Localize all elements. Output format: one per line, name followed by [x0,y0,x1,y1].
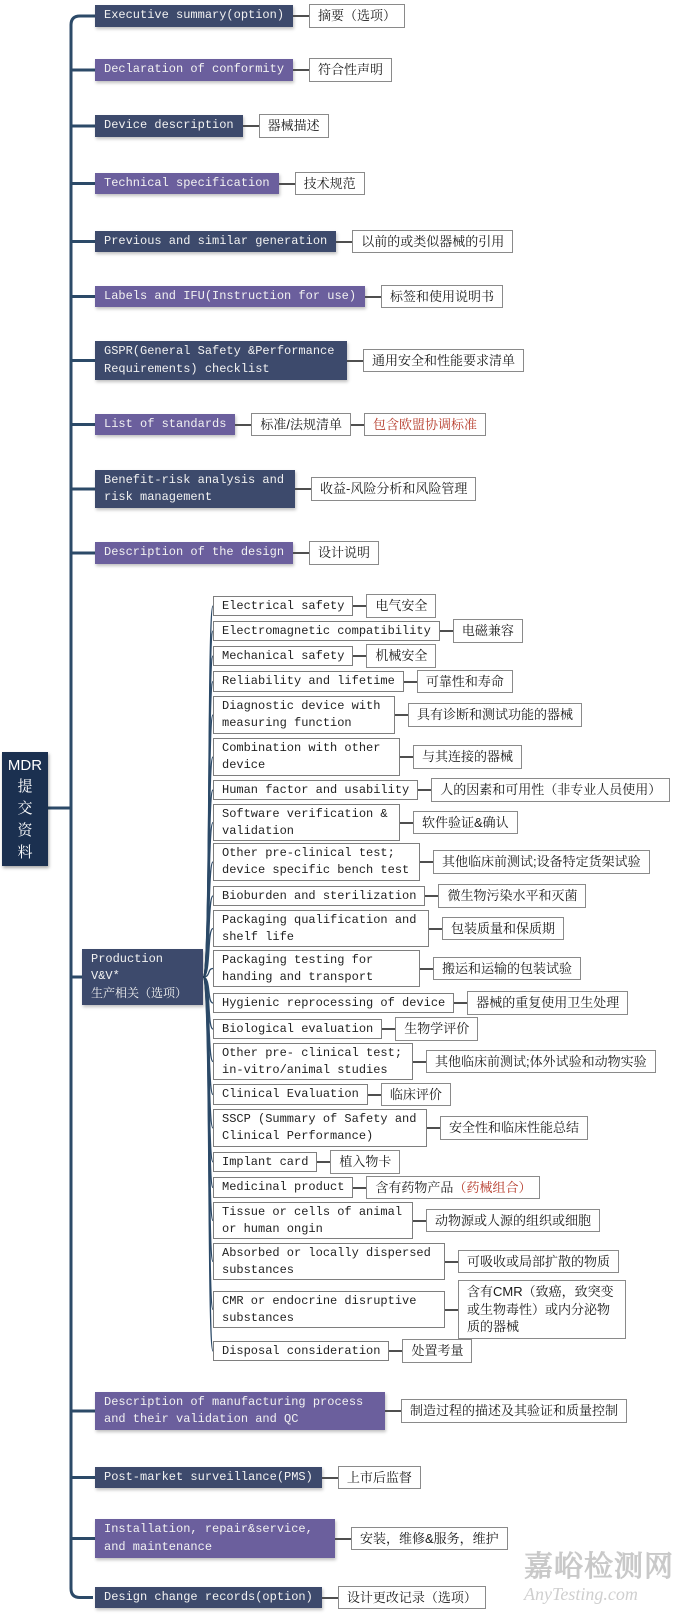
sub-node-title: CMR or endocrine disruptive substances [222,1293,417,1325]
sub-node [213,1291,445,1329]
translation-text: 植入物卡 [339,1154,392,1170]
branch-row [95,338,524,383]
translation-label [309,4,405,28]
translation-text: 以前的或类似器械的引用 [361,233,505,249]
connector-line [317,1161,330,1163]
sub-branch-row [213,780,670,800]
translation-label [442,917,564,941]
connector-path [203,757,213,977]
translation-text: 安装，维修&服务，维护 [360,1530,499,1546]
sub-node-title: Combination with other device [222,741,381,772]
branch-row [95,228,513,255]
translation-label [413,745,522,769]
sub-node-title: Mechanical safety [222,648,345,663]
connector-line [404,681,417,683]
branch-title-en: List of standards [104,416,227,431]
connector-line [293,69,309,71]
connector-line [418,789,431,791]
connector-path [203,969,213,978]
sub-branch-row [213,844,650,880]
sub-branch-row [213,951,581,986]
connector-path [203,977,213,1095]
watermark [524,1552,674,1605]
branch-row [95,1389,627,1433]
root-node [2,752,48,866]
connector-line [365,296,381,298]
translation-label [363,349,524,373]
sub-node-title: Medicinal product [222,1180,345,1195]
branch-node [95,470,295,508]
translation-label [458,1280,626,1339]
translation-text: 标准/法规清单 [260,416,343,432]
branch-row [95,1517,508,1560]
connector-line [353,605,366,607]
sub-branch-row [213,1044,656,1079]
connector-path [203,896,213,977]
sub-node-title: Disposal consideration [222,1343,381,1358]
connector-path [203,929,213,978]
sub-node [213,993,454,1014]
connector-path [203,977,213,1188]
sub-branch-row [213,911,564,946]
branch-node [82,949,203,1004]
branch-row [95,113,329,139]
sub-node-title: Clinical Evaluation [222,1087,359,1102]
translation-label [259,114,329,138]
connector-path [203,790,213,977]
connector-line [235,424,251,426]
connector-path [203,977,213,1351]
connector-line [322,1477,338,1479]
sub-node [213,843,420,881]
translation-text: 制造过程的描述及其验证和质量控制 [410,1403,619,1419]
translation-label [311,477,476,501]
root-title-zh [17,776,32,863]
translation-text: 可靠性和寿命 [425,673,504,689]
sub-node-title: Reliability and lifetime [222,674,395,689]
translation-label [431,778,670,802]
branch-node [95,542,293,563]
connector-line [427,1127,440,1129]
sub-node-title: Biological evaluation [222,1021,374,1036]
connector-line [445,1261,458,1263]
connector-line [400,822,413,824]
sub-node-title: Electrical safety [222,598,345,613]
connector-line [382,1028,395,1030]
branch-title-en: Post-market surveillance(PMS) [104,1469,313,1484]
translation-label [433,850,650,874]
connector-path [203,977,213,1062]
branch-title-en: GSPR(General Safety &Performance Requirements) checklist [104,344,335,376]
branch-row [95,1463,421,1492]
sub-branch-row [213,805,518,840]
connector-line [293,552,309,554]
note-label: 包含欧盟协调标准 [364,413,486,437]
connector-path [203,977,213,1029]
branch-title-en: Declaration of conformity [104,62,285,77]
sub-branch-row [213,1244,619,1279]
sub-node-title: Human factor and usability [222,782,410,797]
connector-line [368,1094,381,1096]
translation-text: 设计说明 [318,545,371,561]
branch-row [95,467,476,511]
sub-branch-row [213,697,582,733]
translation-label [366,594,436,618]
branch-title-en: Device description [104,118,234,133]
branch-node [95,59,293,80]
branch-title-en: Technical specification [104,175,270,190]
connector-line [454,1002,467,1004]
translation-label [453,619,523,643]
sub-node [213,738,400,776]
translation-label [438,884,586,908]
connector-path [203,631,213,977]
sub-node-title: Absorbed or locally dispersed substances [222,1245,431,1277]
sub-node [213,1019,382,1040]
branch-row [95,1583,486,1612]
translation-text: 具有诊断和测试功能的器械 [417,707,574,723]
branch-node [95,231,336,252]
watermark-site-url: AnyTesting.com [524,1583,638,1604]
sub-branch-row [213,993,628,1013]
translation-text-red: （药械组合） [453,1179,532,1195]
watermark-site-name: 嘉峪检测网 [524,1551,675,1583]
connector-line [400,756,413,758]
sub-branch-row [213,1152,400,1172]
connector-path [203,977,213,1310]
translation-label [458,1250,619,1274]
translation-text: 可吸收或局部扩散的物质 [467,1253,611,1269]
translation-text: 微生物污染水平和灭菌 [447,888,578,904]
translation-label [309,58,392,82]
branch-title-en: Description of manufacturing process and their validation and QC [104,1394,364,1426]
connector-line [279,183,295,185]
branch-row [95,57,392,83]
sub-node [213,804,400,842]
connector-line [243,125,259,127]
branch-node [95,5,293,26]
root-title-zh-char: 资 [17,821,33,839]
translation-label [309,541,379,565]
connector-path [203,977,213,1128]
connector-path [71,16,95,1598]
translation-text: 器械的重复使用卫生处理 [476,995,620,1011]
sub-node [213,1109,427,1147]
translation-text: 生物学评价 [404,1021,470,1037]
sub-branch-row [213,646,436,666]
branch-title-en: Installation, repair&service, and maintenance [104,1522,313,1554]
sub-node [213,1341,389,1362]
sub-node [213,646,353,667]
sub-node [213,950,420,988]
connector-line [413,1220,426,1222]
sub-branch-row [213,886,586,906]
connector-path [203,977,213,1162]
translation-text: 包装质量和保质期 [451,920,556,936]
translation-label [381,285,503,309]
sub-node-title: Bioburden and sterilization [222,888,417,903]
translation-text: 技术规范 [303,175,356,191]
translation-text: 符合性声明 [318,62,384,78]
translation-text: 机械安全 [375,648,428,664]
translation-text: 其他临床前测试;设备特定货架试验 [442,854,641,870]
translation-text: 其他临床前测试;体外试验和动物实验 [435,1053,647,1069]
translation-label [338,1586,486,1610]
root-title-zh-char: 料 [17,843,33,861]
translation-label [395,1017,478,1041]
translation-label [402,1339,472,1363]
translation-text: 通用安全和性能要求清单 [372,352,516,368]
translation-text: 电磁兼容 [461,623,514,639]
branch-title-en: Design change records(option) [104,1589,313,1604]
branch-title-zh-inline: 生产相关（选项） [91,986,188,1001]
translation-label [251,413,351,437]
sub-branch-row [213,1341,472,1361]
translation-text: 动物源或人源的组织或细胞 [435,1212,592,1228]
branch-row [95,3,405,29]
sub-branch-row [213,1203,600,1238]
translation-label [413,811,518,835]
sub-node-title: Diagnostic device with measuring function [222,699,381,730]
branch-row [95,283,503,310]
translation-label [417,670,513,694]
sub-node [213,1177,353,1198]
translation-label [330,1150,400,1174]
translation-text: 临床评价 [389,1086,442,1102]
sub-node-title: Packaging testing for handing and transport [222,952,374,984]
sub-node [213,596,353,617]
connector-line [293,15,309,17]
connector-path [203,977,213,1221]
branch-row [95,540,379,566]
sub-node-title: SSCP (Summary of Safety and Clinical Performance) [222,1112,417,1143]
connector-line [385,1410,401,1412]
branch-title-en: Production V&V* [91,952,164,984]
sub-branch-row [213,739,522,775]
sub-node-title: Implant card [222,1154,309,1169]
connector-line [295,488,311,490]
connector-path [203,682,213,978]
sub-node-title: Electromagnetic compatibility [222,623,431,638]
translation-text: 安全性和临床性能总结 [449,1120,580,1136]
sub-node-title: Tissue or cells of animal or human ongin [222,1204,403,1236]
sub-node [213,1152,317,1173]
connector-path [203,862,213,977]
translation-text: 摘要（选项） [318,8,397,24]
translation-text: 收益-风险分析和风险管理 [320,481,468,497]
translation-text: 器械描述 [267,118,320,134]
translation-label [352,230,513,254]
connector-path [203,977,213,1262]
translation-text: 处置考量 [411,1343,464,1359]
connector-line [336,241,352,243]
connector-line [440,630,453,632]
translation-label [401,1399,627,1423]
translation-label [426,1050,656,1074]
branch-title-en: Executive summary(option) [104,8,285,23]
root-title-zh-char: 交 [17,800,33,818]
connector-line [353,655,366,657]
translation-text: 搬运和运输的包装试验 [442,960,573,976]
connector-line [322,1597,338,1599]
translation-label [295,172,365,196]
sub-branch-row [213,1084,451,1105]
sub-node-title: Software verification & validation [222,806,388,838]
translation-text: 电气安全 [375,598,428,614]
sub-node [213,621,440,642]
connector-path [203,823,213,978]
sub-node [213,696,395,734]
connector-line [335,1538,351,1540]
translation-text: 设计更改记录（选项） [346,1589,477,1605]
translation-text: 与其连接的器械 [422,749,514,765]
sub-branch-row [213,1019,478,1039]
sub-node [213,1243,445,1281]
sub-node-title: Hygienic reprocessing of device [222,995,446,1010]
sub-node [213,671,404,692]
connector-path [203,715,213,977]
translation-label [366,1176,540,1200]
sub-node-title: Packaging qualification and shelf life [222,912,417,944]
translation-label [366,644,436,668]
translation-label [440,1116,588,1140]
translation-label [426,1209,600,1233]
sub-node-title: Other pre-clinical test; device specific bench test [222,846,410,877]
connector-line [425,895,438,897]
branch-node [95,341,347,379]
translation-label [381,1083,451,1107]
translation-label [467,991,628,1015]
branch-row [95,170,365,197]
branch-node [95,414,235,435]
root-title-zh-char: 提 [17,778,33,796]
translation-text: 软件验证&确认 [422,814,509,830]
root-title-en: MDR [7,756,43,774]
branch-node [95,1587,322,1608]
connector-line [445,1309,458,1311]
translation-text: 上市后监督 [346,1469,412,1485]
branch-node [95,1467,322,1488]
sub-node [213,886,425,907]
sub-node [213,910,429,948]
branch-row [82,952,203,1001]
connector-line [429,928,442,930]
sub-branch-row [213,1110,588,1146]
connector-line [353,1187,366,1189]
branch-node [95,286,365,307]
branch-title-en: Labels and IFU(Instruction for use) [104,288,357,303]
sub-branch-row [213,1177,540,1198]
sub-branch-row [213,596,436,616]
translation-text: 含有CMR（致癌，致突变或生物毒性）或内分泌物质的器械 [467,1284,614,1335]
connector-path [203,606,213,977]
branch-row [95,411,486,438]
connector-line [420,861,433,863]
sub-node [213,1043,413,1081]
sub-node-title: Other pre- clinical test; in-vitro/animal studies [222,1045,403,1077]
translation-label [433,957,581,981]
sub-branch-row [213,1284,626,1335]
connector-line [351,424,364,426]
branch-node [95,1519,335,1557]
connector-line [420,968,433,970]
sub-node [213,1202,413,1240]
branch-title-en: Previous and similar generation [104,233,328,248]
sub-branch-row [213,621,523,641]
translation-label [408,703,582,727]
connector-line [389,1350,402,1352]
sub-node [213,1084,368,1105]
connector-line [395,714,408,716]
sub-branch-row [213,671,513,692]
connector-line [413,1061,426,1063]
branch-title-en: Benefit-risk analysis and risk management [104,472,285,504]
translation-text: 人的因素和可用性（非专业人员使用） [440,782,662,798]
translation-label [351,1527,508,1551]
branch-node [95,115,243,136]
translation-text: 含有药物产品 [375,1179,454,1195]
connector-path [203,656,213,977]
connector-path [203,977,213,1003]
branch-node [95,1392,385,1430]
branch-node [95,173,279,194]
sub-node [213,780,418,801]
translation-label [338,1466,421,1490]
connector-line [347,360,363,362]
branch-title-en: Description of the design [104,545,285,560]
translation-text: 标签和使用说明书 [390,288,495,304]
